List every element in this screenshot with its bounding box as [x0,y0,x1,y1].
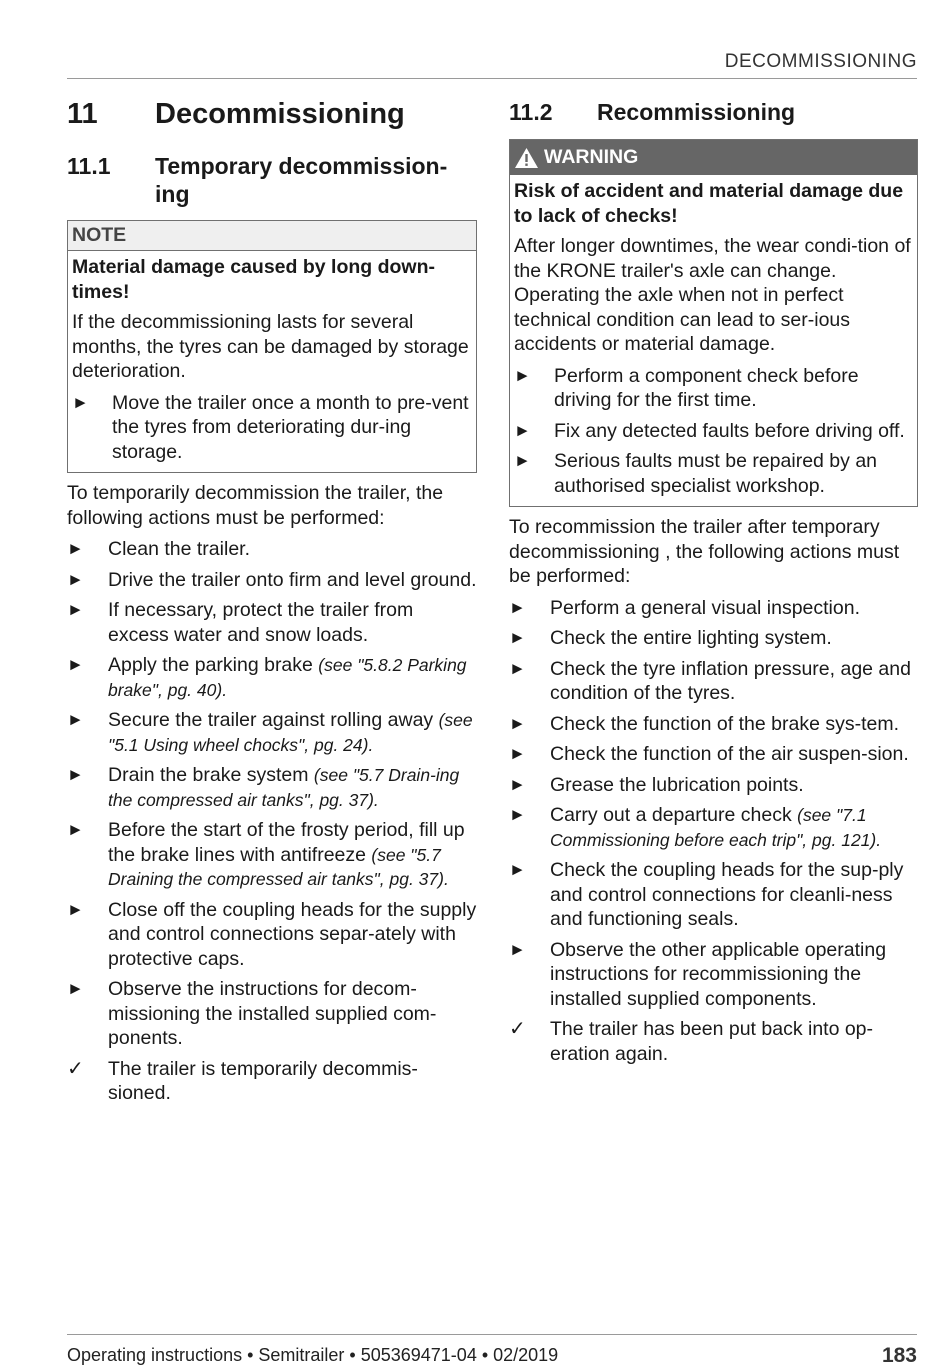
list-item [67,708,477,757]
decommission-result [67,1057,477,1106]
step-content [108,977,477,1051]
step-text: Perform a component check before driving for the first time. [554,364,859,411]
step-content [108,598,477,647]
list-item [67,568,477,593]
footer-text: Operating instructions • Semitrailer • 505369471-04 • 02/2019 [67,1345,559,1365]
step-content [108,898,477,972]
arrow-bullet-icon: ► [509,860,526,879]
step-text: Check the coupling heads for the sup-ply and control connections for cleanli-ness and functioning seals. [550,859,904,930]
chapter-heading [67,96,477,132]
list-item [67,977,477,1051]
arrow-bullet-icon: ► [514,365,531,385]
section-heading-temporary [67,152,477,208]
step-text: Clean the trailer. [108,538,250,560]
arrow-bullet-icon: ► [67,899,84,919]
list-item [509,596,918,621]
step-content [554,419,905,444]
step-text: Secure the trailer against rolling away [108,709,439,731]
arrow-bullet-icon: ► [67,765,84,784]
step-text: Observe the other applicable operating instructions for recommissioning the installed supplied components. [550,938,887,1010]
result-item [509,1017,918,1066]
decommission-steps [67,537,477,1051]
warning-box [509,139,918,507]
left-column [67,96,477,1112]
result-item [67,1057,477,1106]
arrow-bullet-icon: ► [67,979,84,998]
step-content [108,537,250,562]
step-content [550,626,832,651]
checkmark-icon: ✓ [67,1057,84,1080]
result-text: The trailer has been put back into op-eration again. [550,1018,874,1065]
step-text: Check the function of the air suspen-sion. [550,743,909,765]
note-title: Material damage caused by long down-times! [72,256,435,303]
list-item [67,598,477,647]
step-text: Fix any detected faults before driving off. [554,419,905,442]
step-text: Perform a general visual inspection. [550,596,860,619]
arrow-bullet-icon: ► [514,420,531,440]
cross-reference: (see "5.7 Draining the compressed air tanks", pg. 37). [108,844,449,889]
list-item [509,742,918,767]
note-label: NOTE [68,221,476,251]
cross-reference: (see "5.8.2 Parking brake", pg. 40). [108,655,467,700]
cross-reference: (see "7.1 Commissioning before each trip", pg. 121). [550,805,882,850]
note-box [67,220,477,473]
step-text: If necessary, protect the trailer from excess water and snow loads. [108,599,414,646]
list-item [509,626,918,651]
step-content [108,763,477,812]
arrow-bullet-icon: ► [67,569,84,589]
step-content [550,742,909,767]
chapter-title: Decommissioning [155,98,405,130]
list-item [67,818,477,892]
arrow-bullet-icon: ► [509,628,526,647]
section-number: 11.1 [67,153,111,179]
step-content [550,657,918,706]
list-item [509,712,918,737]
warning-triangle-icon [514,147,539,169]
section-title: Temporary decommission-ing [155,153,448,207]
step-content [108,818,477,892]
step-content [550,858,918,932]
running-header: DECOMMISSIONING [724,51,917,72]
arrow-bullet-icon: ► [67,655,84,674]
page-number: 183 [881,1344,917,1367]
arrow-bullet-icon: ► [67,710,84,729]
step-text: Close off the coupling heads for the supply and control connections separ-ately with protective caps. [108,898,477,970]
list-item [509,858,918,932]
footer-divider [67,1334,917,1335]
warning-header [510,140,917,175]
arrow-bullet-icon: ► [67,600,84,619]
step-content [550,938,918,1012]
list-item [509,938,918,1012]
arrow-bullet-icon: ► [514,451,531,470]
recommission-result [509,1017,918,1066]
arrow-bullet-icon: ► [509,774,526,794]
note-bullet: Move the trailer once a month to pre-vent the tyres from deteriorating dur-ing storage. [112,391,469,463]
list-item [509,773,918,798]
arrow-bullet-icon: ► [509,713,526,733]
arrow-bullet-icon: ► [509,744,526,763]
warning-text: After longer downtimes, the wear condi-tion of the KRONE trailer's axle can change. Operating the axle when not in perfect technical condition can lead to ser-ious accidents or material damage. [514,235,911,355]
step-content [108,653,477,702]
section-title: Recommissioning [597,99,796,125]
arrow-bullet-icon: ► [72,392,89,412]
step-text: Before the start of the frosty period, fill up the brake lines with antifreeze [108,819,465,866]
arrow-bullet-icon: ► [509,805,526,824]
step-content [108,568,477,593]
step-text: Observe the instructions for decom-missioning the installed supplied com-ponents. [108,978,437,1049]
list-item [67,653,477,702]
list-item [514,419,913,444]
list-item [67,898,477,972]
section-heading-recommissioning [509,98,918,126]
step-text: Check the function of the brake sys-tem. [550,712,900,735]
list-item [509,657,918,706]
step-text: Check the tyre inflation pressure, age and condition of the tyres. [550,657,911,704]
recommission-intro: To recommission the trailer after temporary decommissioning , the following actions must be performed: [509,516,900,587]
step-content [550,803,918,852]
list-item [67,537,477,562]
step-content [550,596,860,621]
step-text: Check the entire lighting system. [550,627,832,649]
cross-reference: (see "5.7 Drain-ing the compressed air tanks", pg. 37). [108,765,460,810]
step-content [554,364,913,413]
cross-reference: (see "5.1 Using wheel chocks", pg. 24). [108,710,473,755]
step-text: Serious faults must be repaired by an authorised specialist workshop. [554,450,878,497]
step-text: Grease the lubrication points. [550,773,804,796]
step-text: Drive the trailer onto firm and level ground. [108,568,477,591]
step-text: Carry out a departure check [550,804,798,826]
recommission-steps [509,596,918,1012]
decommission-intro: To temporarily decommission the trailer, the following actions must be performed: [67,482,444,529]
result-text: The trailer is temporarily decommis-sioned. [108,1057,418,1104]
chapter-number: 11 [67,98,98,130]
warning-label: WARNING [544,146,639,168]
step-content [554,449,913,498]
list-item [514,364,913,413]
arrow-bullet-icon: ► [509,597,526,617]
arrow-bullet-icon: ► [67,820,84,839]
section-number: 11.2 [509,99,553,125]
step-content [550,712,899,737]
step-content [108,708,477,757]
list-item [514,449,913,498]
step-content [550,773,804,798]
warning-title: Risk of accident and material damage due to lack of checks! [514,180,904,227]
step-text: Apply the parking brake [108,654,319,676]
header-divider [67,78,917,79]
arrow-bullet-icon: ► [67,539,84,558]
list-item [509,803,918,852]
checkmark-icon: ✓ [509,1018,526,1040]
warning-bullets [514,364,913,499]
list-item [67,763,477,812]
list-item [72,391,472,465]
note-text: If the decommissioning lasts for several months, the tyres can be damaged by storage deterioration. [72,311,469,382]
arrow-bullet-icon: ► [509,658,526,678]
arrow-bullet-icon: ► [509,939,526,959]
step-text: Drain the brake system [108,764,314,786]
right-column [509,96,918,1072]
